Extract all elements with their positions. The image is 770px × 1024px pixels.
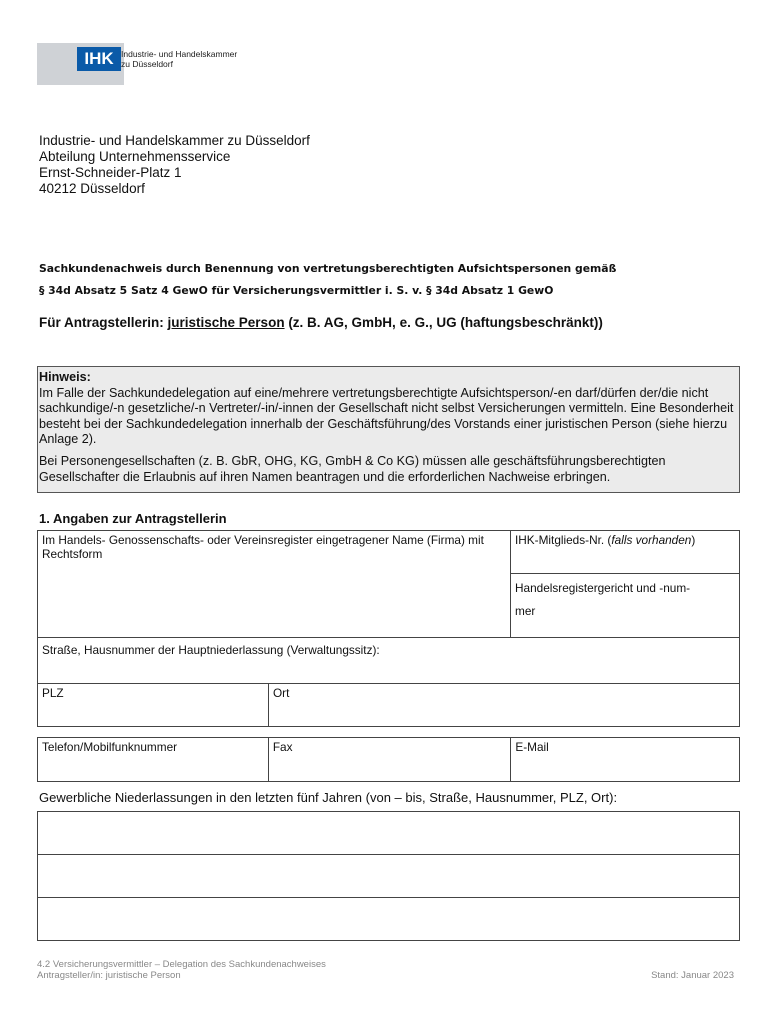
logo-text bbox=[121, 49, 237, 69]
contact-table bbox=[37, 737, 740, 782]
logo-mark-text: IHK bbox=[77, 47, 121, 71]
street-label: Straße, Hausnummer der Hauptniederlassung (Verwaltungssitz): bbox=[42, 643, 380, 657]
ihk-logo bbox=[37, 43, 247, 85]
company-name-field[interactable] bbox=[38, 531, 511, 638]
applicant-prefix: Für Antragstellerin: bbox=[39, 315, 168, 330]
logo-line-1: Industrie- und Handelskammer bbox=[121, 49, 238, 59]
street-field[interactable] bbox=[38, 638, 740, 684]
section-title: 1. Angaben zur Antragstellerin bbox=[39, 511, 227, 526]
branch-row-3[interactable] bbox=[38, 898, 740, 941]
register-court-field[interactable] bbox=[511, 574, 740, 638]
branches-table bbox=[37, 811, 740, 941]
footer-line-2: Antragsteller/in: juristische Person bbox=[37, 970, 181, 981]
notice-paragraph-2: Bei Personengesellschaften (z. B. GbR, OHG, KG, GmbH & Co KG) müssen alle geschäftsführungsberechtigten Gesellschafter die Erlaubnis auf ihren Namen beantragen und die erforderlichen Nachweise erbringen. bbox=[39, 453, 666, 484]
address-line-3: Ernst-Schneider-Platz 1 bbox=[39, 165, 182, 180]
applicant-info-table bbox=[37, 530, 740, 727]
address-line-1: Industrie- und Handelskammer zu Düsseldorf bbox=[39, 133, 310, 148]
address-line-2: Abteilung Unternehmensservice bbox=[39, 149, 231, 164]
document-title-line-1: Sachkundenachweis durch Benennung von vertretungsberechtigten Aufsichtspersonen gemäß bbox=[39, 262, 617, 275]
ort-label: Ort bbox=[273, 686, 290, 700]
applicant-type bbox=[39, 315, 603, 330]
ihk-number-label-end: ) bbox=[691, 533, 696, 547]
logo-mark bbox=[37, 43, 124, 85]
email-label: E-Mail bbox=[515, 740, 549, 754]
phone-label: Telefon/Mobilfunknummer bbox=[42, 740, 178, 754]
fax-field[interactable] bbox=[268, 738, 511, 782]
recipient-address bbox=[39, 133, 310, 197]
address-line-4: 40212 Düsseldorf bbox=[39, 181, 145, 196]
notice-paragraph-1: Im Falle der Sachkundedelegation auf eine/mehrere vertretungsberechtigte Aufsichtsperson/-en darf/dürfen der/die nicht sachkundige/-n gesetzliche/-n Vertreter/-in/-innen der Gesellschaft nicht selbst Versicherungen vermitteln. Eine Besonderheit besteht bei der Sachkundedelegation innerhalb der Geschäftsführung/des Vorstands einer juristischen Person (siehe hierzu Anlage 2). bbox=[39, 385, 734, 447]
company-name-label: Im Handels- Genossenschafts- oder Vereinsregister eingetragener Name (Firma) mit Rechtsform bbox=[42, 533, 484, 561]
applicant-suffix: (z. B. AG, GmbH, e. G., UG (haftungsbeschränkt)) bbox=[284, 315, 603, 330]
branch-row-2[interactable] bbox=[38, 855, 740, 898]
phone-field[interactable] bbox=[38, 738, 269, 782]
ihk-number-field[interactable] bbox=[511, 531, 740, 574]
ihk-number-label: IHK-Mitglieds-Nr. ( bbox=[515, 533, 612, 547]
register-court-label-2: mer bbox=[515, 604, 536, 618]
fax-label: Fax bbox=[272, 740, 293, 754]
ort-field[interactable] bbox=[269, 684, 740, 727]
plz-label: PLZ bbox=[42, 686, 64, 700]
ihk-number-label-italic: falls vorhanden bbox=[611, 533, 692, 547]
branches-title: Gewerbliche Niederlassungen in den letzten fünf Jahren (von – bis, Straße, Hausnummer, PLZ, Ort): bbox=[39, 790, 618, 805]
plz-field[interactable] bbox=[38, 684, 269, 727]
logo-line-2: zu Düsseldorf bbox=[121, 59, 173, 69]
footer-date: Stand: Januar 2023 bbox=[651, 970, 734, 981]
notice-title: Hinweis: bbox=[39, 370, 91, 384]
notice-box bbox=[37, 366, 740, 493]
applicant-type-value: juristische Person bbox=[167, 315, 285, 330]
footer-line-1: 4.2 Versicherungsvermittler – Delegation des Sachkundenachweises bbox=[37, 959, 326, 970]
branch-row-1[interactable] bbox=[38, 812, 740, 855]
register-court-label-1: Handelsregistergericht und -num- bbox=[515, 581, 691, 595]
footer bbox=[37, 959, 326, 981]
document-title-line-2: § 34d Absatz 5 Satz 4 GewO für Versicherungsvermittler i. S. v. § 34d Absatz 1 GewO bbox=[39, 284, 554, 297]
email-field[interactable] bbox=[511, 738, 740, 782]
